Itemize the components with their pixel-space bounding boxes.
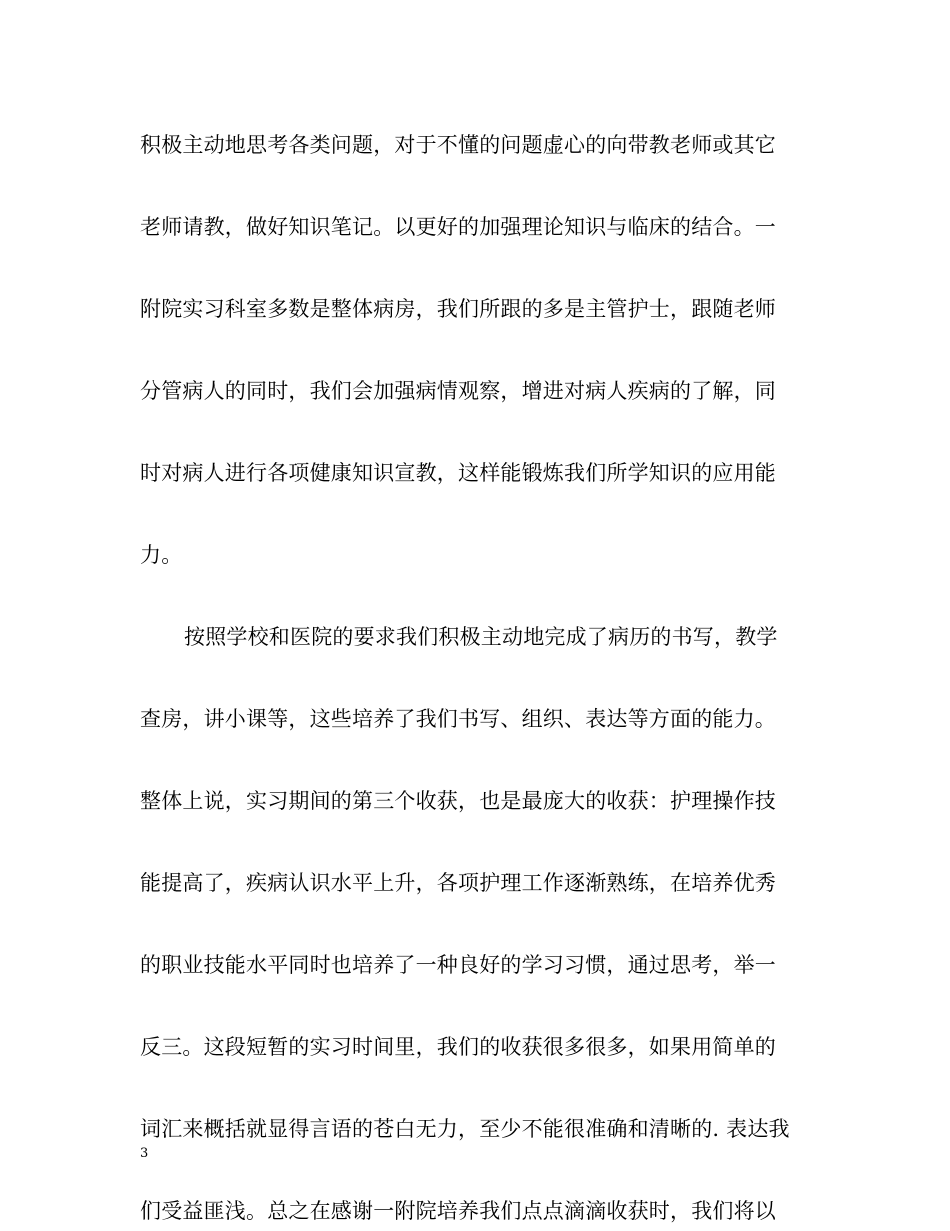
- paragraph-start-line: 按照学校和医院的要求我们积极主动地完成了病历的书写，教学: [184, 625, 778, 649]
- text-line: 反三。这段短暂的实习时间里，我们的收获很多很多，如果用简单的: [140, 1035, 776, 1059]
- text-line: 的职业技能水平同时也培养了一种良好的学习习惯，通过思考，举一: [140, 953, 776, 977]
- text-line: 词汇来概括就显得言语的苍白无力，至少不能很准确和清晰的. 表达我: [140, 1117, 790, 1141]
- text-line: 们受益匪浅。总之在感谢一附院培养我们点点滴滴收获时，我们将以: [140, 1199, 776, 1223]
- text-line: 能提高了，疾病认识水平上升，各项护理工作逐渐熟练，在培养优秀: [140, 871, 776, 895]
- text-line: 力。: [140, 543, 183, 567]
- text-line: 老师请教，做好知识笔记。以更好的加强理论知识与临床的结合。一: [140, 215, 776, 239]
- text-line: 附院实习科室多数是整体病房，我们所跟的多是主管护士，跟随老师: [140, 297, 776, 321]
- text-line: 整体上说，实习期间的第三个收获，也是最庞大的收获：护理操作技: [140, 789, 776, 813]
- page-number: 3: [140, 1146, 149, 1161]
- text-line: 分管病人的同时，我们会加强病情观察，增进对病人疾病的了解，同: [140, 379, 776, 403]
- text-line: 时对病人进行各项健康知识宣教，这样能锻炼我们所学知识的应用能: [140, 461, 776, 485]
- text-line: 查房，讲小课等，这些培养了我们书写、组织、表达等方面的能力。: [140, 707, 776, 731]
- text-line: 积极主动地思考各类问题，对于不懂的问题虚心的向带教老师或其它: [140, 133, 776, 157]
